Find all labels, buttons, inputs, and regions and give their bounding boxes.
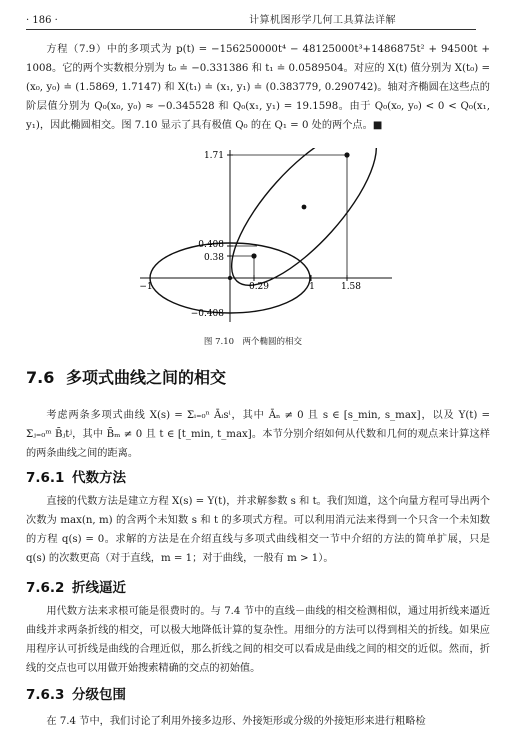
- header-rule: [26, 29, 476, 30]
- x-label-158: 1.58: [340, 282, 362, 292]
- page-number: · 186 ·: [26, 15, 58, 26]
- y-label-038: 0.38: [203, 253, 224, 263]
- extreme-point-bottom: [251, 253, 256, 258]
- x-label-1: 1: [309, 282, 315, 292]
- y-label-171: 1.71: [203, 151, 224, 161]
- center-point-rotated: [302, 205, 307, 210]
- figure-ellipse-intersection: [130, 148, 400, 324]
- y-label-neg0408: −0.408: [190, 309, 224, 319]
- section-number: 7.6: [26, 368, 55, 387]
- x-label-029: 0.29: [248, 282, 270, 292]
- subsection-title: 代数方法: [72, 470, 126, 486]
- rotated-ellipse: [210, 148, 399, 306]
- section-title: 多项式曲线之间的相交: [66, 368, 227, 387]
- subsection-title: 分级包围: [72, 687, 126, 703]
- paragraph-example-result: 方程（7.9）中的多项式为 p(t) = −156250000t⁴ − 48125000t³+1486875t² + 94500t + 1008。它的两个实数根分别为 t₀ ≐ −0.331386 和 t₁ ≐ 0.0589504。对应的 X(t) 值分别为 X(t₀) = (x₀, y₀) ≐ (1.5869, 1.7147) 和 X(t₁) ≐ (x₁, y₁) ≐ (0.383779, 0.290742)。轴对齐椭圆在这些点的阶层值分别为 Q₀(x₀, y₀) ≈ −0.345528 和 Q₀(x₁, y₁) = 19.1598。由于 Q₀(x₀, y₀) < 0 < Q₀(x₁, y₁)，因此椭圆相交。图 7.10 显示了具有极值 Q₀ 的在 Q₁ = 0 处的两个点。■: [26, 44, 490, 131]
- subsection-number: 7.6.2: [26, 580, 65, 596]
- subsection-number: 7.6.1: [26, 470, 65, 486]
- book-title: 计算机图形学几何工具算法详解: [249, 15, 396, 26]
- paragraph-algebraic-method: 直接的代数方法是建立方程 X(s) = Y(t)，并求解参数 s 和 t。我们知道，这个向量方程可导出两个次数为 max(n, m) 的含两个未知数 s 和 t 的多项式方程。可以利用消元法来得到一个只含一个未知数的方程 q(s) = 0。求解的方法是在介绍直线与多项式曲线相交一节中介绍的方法的简单扩展，只是 q(s) 的次数更高（对于直线，m = 1；对于曲线，一般有 m > 1）。: [26, 496, 490, 564]
- y-label-0408: 0.408: [198, 240, 224, 250]
- origin-point: [228, 276, 232, 280]
- subsection-title: 折线逼近: [72, 580, 126, 596]
- figure-caption: 图 7.10 两个椭圆的相交: [203, 337, 303, 347]
- paragraph-polyline-approximation: 用代数方法来求根可能是很费时的。与 7.4 节中的直线－曲线的相交检测相似，通过用折线来逼近曲线并求两条折线的相交，可以极大地降低计算的复杂性。用细分的方法可以得到相关的折线。如果应用程序认可折线是曲线的合理近似，那么折线之间的相交可以看成是曲线之间的相交的近似。然而，折线的交点也可以用做开始搜索精确的交点的初始值。: [26, 606, 490, 674]
- section-heading-7-6-1: [26, 466, 126, 486]
- x-label-neg1: −1: [139, 282, 153, 292]
- subsection-number: 7.6.3: [26, 687, 65, 703]
- section-heading-7-6: [26, 365, 226, 388]
- paragraph-section-intro: 考虑两条多项式曲线 X(s) = Σᵢ₌₀ⁿ Āᵢsⁱ，其中 Āₙ ≠ 0 且 s ∈ [s_min, s_max]，以及 Y(t) = Σⱼ₌₀ᵐ B̄ⱼtʲ，其中 B̄ₘ ≠ 0 且 t ∈ [t_min, t_max]。本节分别介绍如何从代数和几何的观点来计算这样的两条曲线之间的距离。: [26, 410, 490, 459]
- paragraph-hierarchical-bounding: 在 7.4 节中，我们讨论了利用外接多边形、外接矩形或分级的外接矩形来进行粗略检: [46, 716, 426, 727]
- section-heading-7-6-3: [26, 683, 126, 703]
- running-header: [26, 10, 476, 26]
- section-heading-7-6-2: [26, 576, 126, 596]
- extreme-point-top: [344, 152, 349, 157]
